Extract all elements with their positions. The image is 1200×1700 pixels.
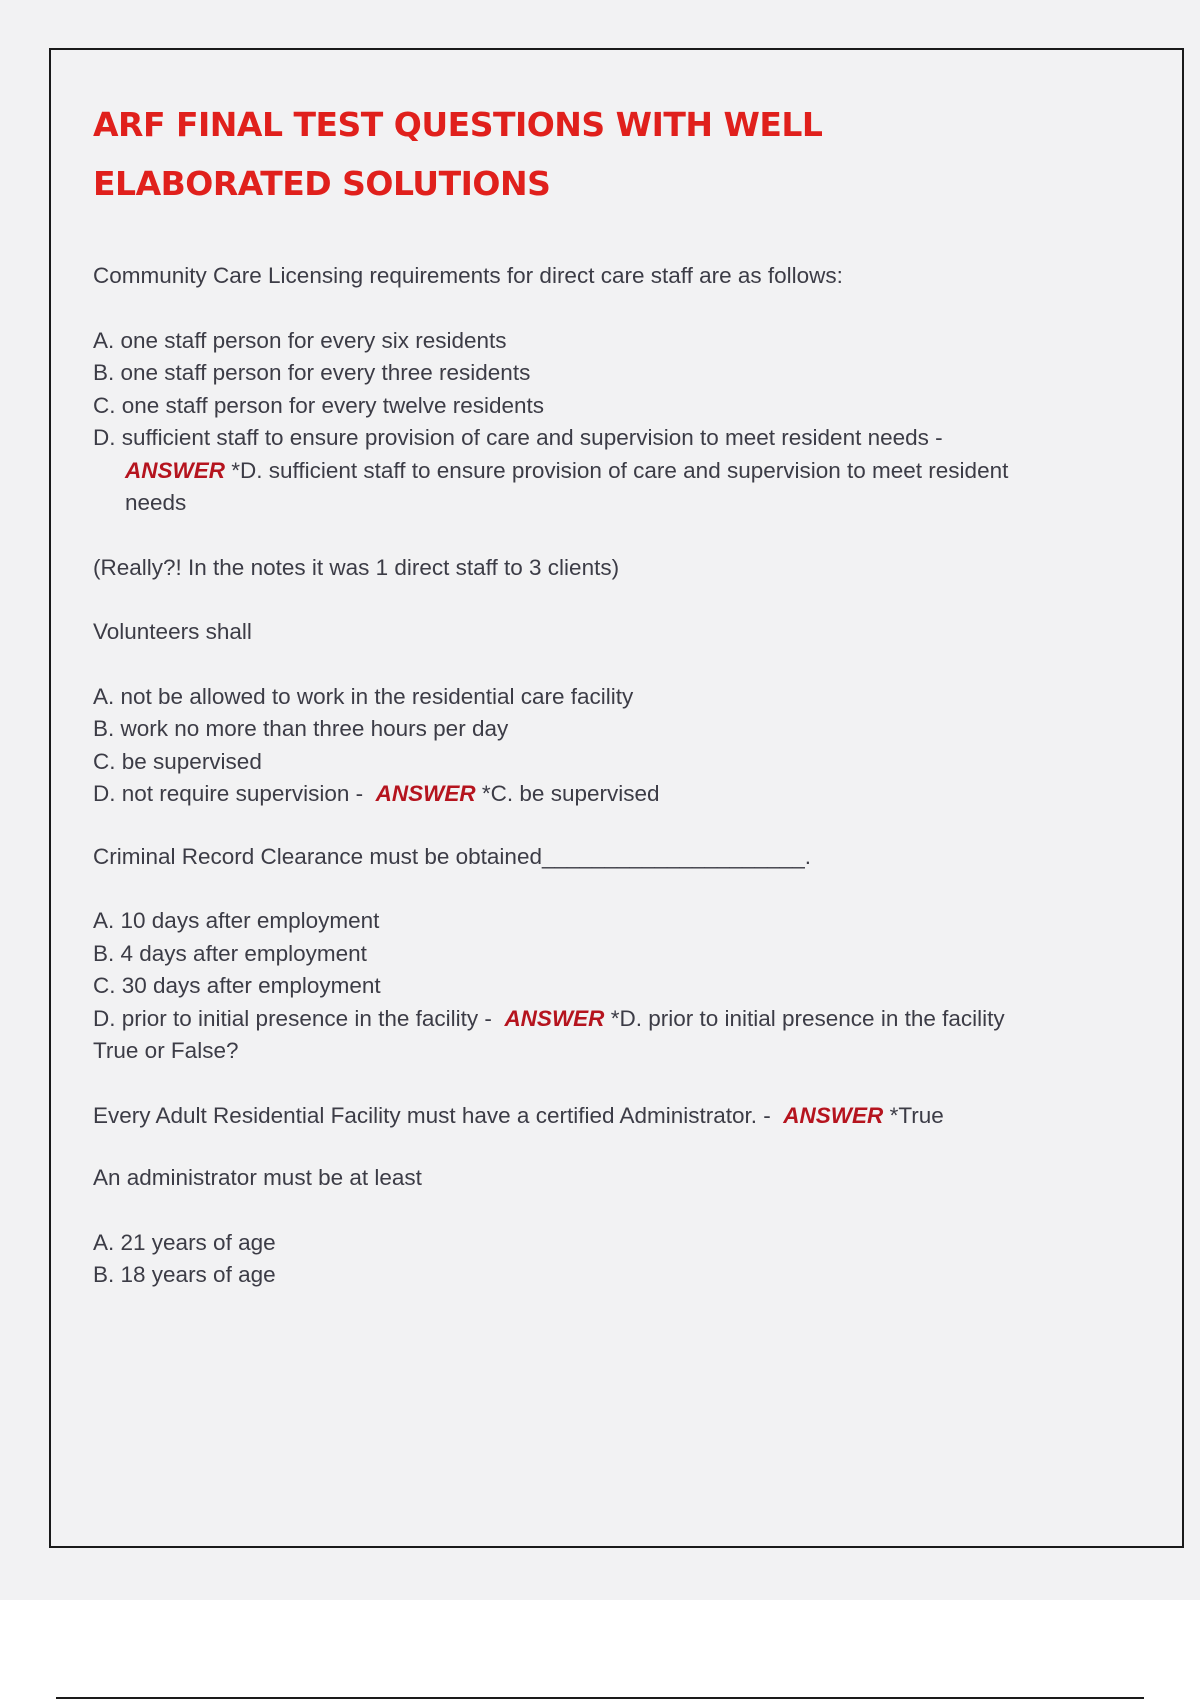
question-prompt: Volunteers shall	[93, 619, 252, 644]
option-d-with-answer	[93, 1003, 1043, 1036]
option-d: D. not require supervision -	[93, 781, 364, 806]
document-body	[93, 260, 1043, 1292]
option-a: A. 21 years of age	[93, 1229, 276, 1255]
question-with-answer	[93, 1100, 1043, 1133]
question-prompt: An administrator must be at least	[93, 1165, 422, 1190]
answer-text: *True	[889, 1102, 944, 1128]
option-b: B. 4 days after employment	[93, 940, 367, 966]
answer-label: ANSWER	[375, 781, 476, 806]
question-note: (Really?! In the notes it was 1 direct staff to 3 clients)	[93, 554, 620, 580]
answer-text: *D. prior to initial presence in the facility	[610, 1005, 1005, 1031]
option-c: C. one staff person for every twelve residents	[93, 392, 545, 418]
answer-label: ANSWER	[783, 1102, 884, 1128]
question-prompt: Every Adult Residential Facility must have a certified Administrator. -	[93, 1102, 771, 1128]
option-c: C. be supervised	[93, 748, 262, 774]
answer-text: *C. be supervised	[481, 781, 660, 806]
option-b: B. work no more than three hours per day	[93, 716, 509, 741]
question-prompt: Community Care Licensing requirements for direct care staff are as follows:	[93, 263, 843, 288]
option-b: B. one staff person for every three residents	[93, 360, 531, 385]
option-a: A. one staff person for every six residents	[93, 327, 507, 353]
answer-label: ANSWER	[125, 457, 225, 483]
option-c: C. 30 days after employment	[93, 973, 381, 998]
option-d: D. sufficient staff to ensure provision of care and supervision to meet resident needs -	[93, 425, 943, 450]
question-prompt: Criminal Record Clearance must be obtained_____________________.	[93, 843, 812, 869]
footer-divider	[56, 1697, 1144, 1699]
document-title: ARF FINAL TEST QUESTIONS WITH WELL ELABORATED SOLUTIONS	[93, 105, 823, 203]
option-d-with-answer	[93, 778, 1043, 811]
option-a: A. not be allowed to work in the residential care facility	[93, 683, 634, 709]
answer-text: *D. sufficient staff to ensure provision of care and supervision to meet resident needs	[125, 457, 1009, 515]
option-b: B. 18 years of age	[93, 1262, 276, 1287]
option-d: D. prior to initial presence in the facility -	[93, 1005, 492, 1031]
option-d-with-answer	[93, 422, 1043, 520]
question-type-label: True or False?	[93, 1038, 239, 1063]
answer-label: ANSWER	[504, 1005, 605, 1031]
option-a: A. 10 days after employment	[93, 908, 380, 933]
